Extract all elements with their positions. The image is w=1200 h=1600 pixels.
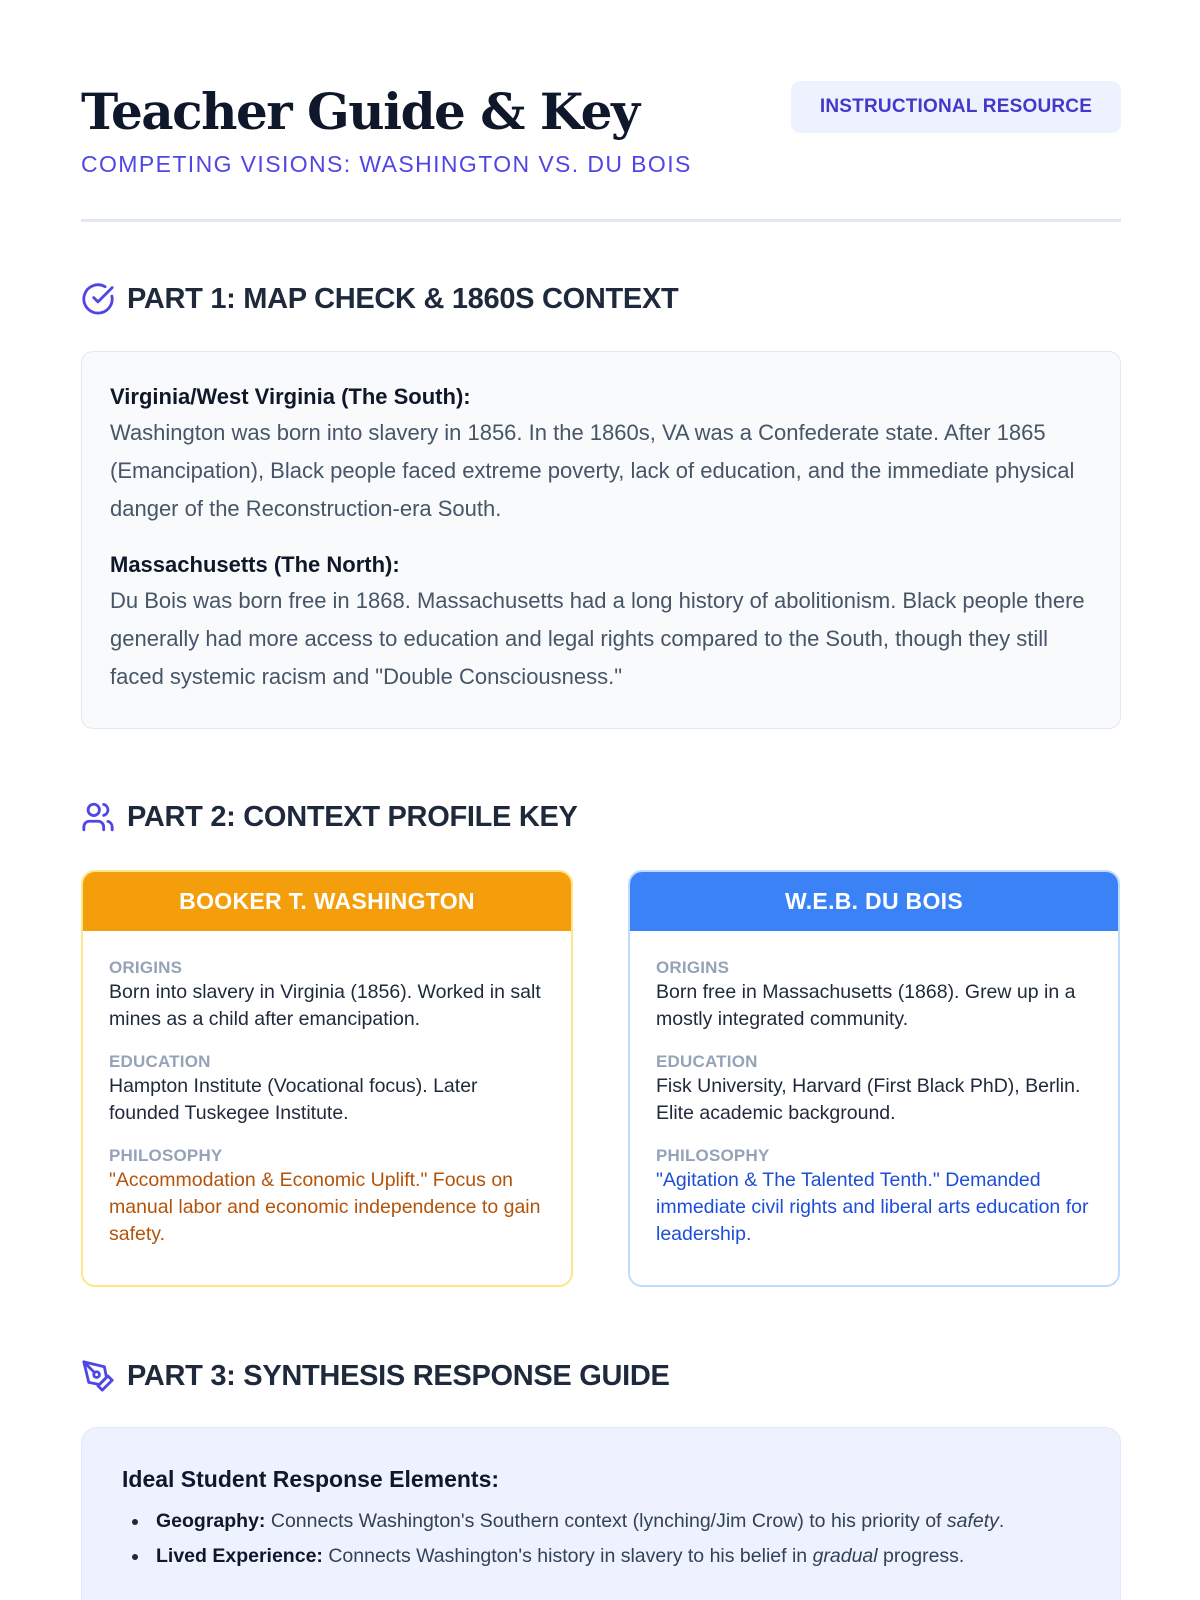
field-text: Hampton Institute (Vocational focus). Later founded Tuskegee Institute. bbox=[109, 1075, 478, 1124]
item-text-end: progress. bbox=[877, 1545, 965, 1567]
field-label: PHILOSOPHY bbox=[109, 1146, 223, 1165]
field-label: EDUCATION bbox=[656, 1052, 758, 1071]
item-text-end: . bbox=[998, 1510, 1005, 1532]
part1-heading: PART 1: MAP CHECK & 1860S CONTEXT bbox=[127, 283, 679, 315]
education-field bbox=[109, 1051, 545, 1127]
users-icon bbox=[81, 800, 115, 834]
page-header bbox=[81, 0, 1121, 222]
field-text: "Agitation & The Talented Tenth." Demanded immediate civil rights and liberal arts education for leadership. bbox=[656, 1169, 1089, 1245]
region-text: Washington was born into slavery in 1856. In the 1860s, VA was a Confederate state. After 1865 (Emancipation), Black people faced extreme poverty, lack of education, and the immediate physical danger of the Reconstruction-era South. bbox=[110, 420, 1075, 521]
origins-field bbox=[109, 957, 545, 1033]
card-body bbox=[83, 931, 571, 1248]
card-header: W.E.B. DU BOIS bbox=[630, 872, 1118, 931]
part1-heading-row bbox=[81, 281, 678, 317]
field-label: EDUCATION bbox=[109, 1052, 211, 1071]
field-text: Born into slavery in Virginia (1856). Worked in salt mines as a child after emancipation. bbox=[109, 981, 541, 1030]
page-title: Teacher Guide & Key bbox=[81, 82, 639, 141]
card-header: BOOKER T. WASHINGTON bbox=[83, 872, 571, 931]
part3-heading-row bbox=[81, 1358, 670, 1394]
part2-heading: PART 2: CONTEXT PROFILE KEY bbox=[127, 801, 578, 833]
item-label: Geography: bbox=[156, 1510, 266, 1532]
synthesis-box-title: Ideal Student Response Elements: bbox=[122, 1466, 500, 1492]
resource-badge: INSTRUCTIONAL RESOURCE bbox=[791, 81, 1121, 133]
field-label: PHILOSOPHY bbox=[656, 1146, 770, 1165]
item-label: Lived Experience: bbox=[156, 1545, 323, 1567]
region-text: Du Bois was born free in 1868. Massachusetts had a long history of abolitionism. Black people there generally had more access to education and legal rights compared to the South, though they still faced systemic racism and "Double Consciousness." bbox=[110, 588, 1085, 689]
list-item bbox=[122, 1543, 1080, 1570]
synthesis-guide-box bbox=[81, 1427, 1121, 1600]
region-title: Virginia/West Virginia (The South): bbox=[110, 384, 471, 409]
field-label: ORIGINS bbox=[109, 958, 183, 977]
list-item bbox=[122, 1508, 1080, 1535]
map-context-box bbox=[81, 351, 1121, 729]
origins-field bbox=[656, 957, 1092, 1033]
field-text: Fisk University, Harvard (First Black PhD), Berlin. Elite academic background. bbox=[656, 1075, 1081, 1124]
part3-heading: PART 3: SYNTHESIS RESPONSE GUIDE bbox=[127, 1360, 670, 1392]
region-title: Massachusetts (The North): bbox=[110, 552, 400, 577]
item-emphasis: gradual bbox=[812, 1545, 878, 1567]
washington-profile-card bbox=[81, 870, 573, 1287]
field-label: ORIGINS bbox=[656, 958, 730, 977]
item-text: Connects Washington's Southern context (lynching/Jim Crow) to his priority of bbox=[265, 1510, 947, 1532]
item-emphasis: safety bbox=[946, 1510, 999, 1532]
check-circle-icon bbox=[81, 282, 115, 316]
teacher-guide-page bbox=[81, 0, 1121, 1567]
response-elements-list bbox=[122, 1508, 1080, 1570]
card-body bbox=[630, 931, 1118, 1248]
philosophy-field bbox=[656, 1145, 1092, 1248]
education-field bbox=[656, 1051, 1092, 1127]
pen-tool-icon bbox=[81, 1359, 115, 1393]
part2-heading-row bbox=[81, 799, 578, 835]
field-text: "Accommodation & Economic Uplift." Focus on manual labor and economic independence to gain safety. bbox=[109, 1169, 541, 1245]
philosophy-field bbox=[109, 1145, 545, 1248]
region-north bbox=[110, 548, 1092, 696]
dubois-profile-card bbox=[628, 870, 1120, 1287]
page-subtitle: COMPETING VISIONS: WASHINGTON VS. DU BOIS bbox=[81, 151, 692, 177]
field-text: Born free in Massachusetts (1868). Grew up in a mostly integrated community. bbox=[656, 981, 1076, 1030]
item-text: Connects Washington's history in slavery to his belief in bbox=[322, 1545, 813, 1567]
region-south bbox=[110, 380, 1092, 528]
